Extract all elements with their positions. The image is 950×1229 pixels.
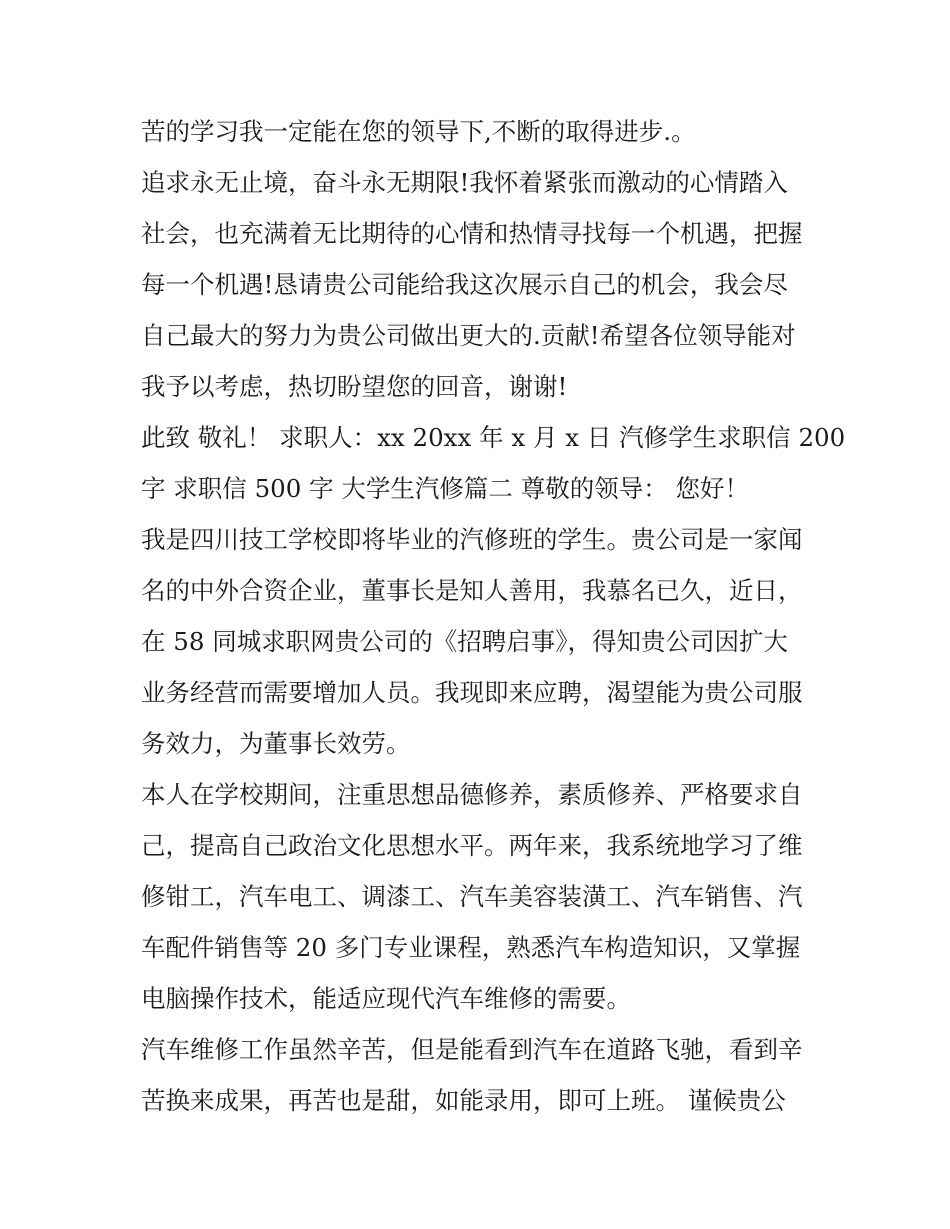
- text-line: 苦换来成果，再苦也是甜，如能录用，即可上班。 谨候贵公: [141, 1086, 786, 1115]
- text-line: 己，提高自己政治文化思想水平。两年来，我系统地学习了维: [141, 831, 803, 860]
- text-line: 在 58 同城求职网贵公司的《招聘启事》，得知贵公司因扩大: [141, 627, 788, 656]
- text-line: 名的中外合资企业，董事长是知人善用，我慕名已久，近日，: [141, 576, 803, 605]
- text-line: 业务经营而需要增加人员。我现即来应聘，渴望能为贵公司服: [141, 678, 803, 707]
- text-line: 车配件销售等 20 多门专业课程，熟悉汽车构造知识，又掌握: [141, 933, 801, 962]
- text-line: 我予以考虑，热切盼望您的回音，谢谢!: [141, 372, 568, 401]
- text-line: 苦的学习我一定能在您的领导下,不断的取得进步.。: [141, 117, 696, 146]
- text-line: 社会，也充满着无比期待的心情和热情寻找每一个机遇，把握: [141, 219, 803, 248]
- text-line: 自己最大的努力为贵公司做出更大的.贡献!希望各位领导能对: [141, 321, 796, 350]
- text-line: 追求永无止境，奋斗永无期限!我怀着紧张而激动的心情踏入: [141, 168, 788, 197]
- document-body: [141, 106, 846, 1126]
- text-line: 此致 敬礼！ 求职人：xx 20xx 年 x 月 x 日 汽修学生求职信 200: [141, 423, 846, 452]
- text-line: 每一个机遇!恳请贵公司能给我这次展示自己的机会，我会尽: [141, 270, 788, 299]
- text-line: 修钳工，汽车电工、调漆工、汽车美容装潢工、汽车销售、汽: [141, 882, 803, 911]
- text-line: 字 求职信 500 字 大学生汽修篇二 尊敬的领导： 您好！: [141, 474, 749, 503]
- text-line: 汽车维修工作虽然辛苦，但是能看到汽车在道路飞驰，看到辛: [141, 1035, 803, 1064]
- text-line: 本人在学校期间，注重思想品德修养，素质修养、严格要求自: [141, 780, 803, 809]
- text-line: 务效力，为董事长效劳。: [141, 729, 411, 758]
- text-line: 我是四川技工学校即将毕业的汽修班的学生。贵公司是一家闻: [141, 525, 803, 554]
- text-line: 电脑操作技术，能适应现代汽车维修的需要。: [141, 984, 631, 1013]
